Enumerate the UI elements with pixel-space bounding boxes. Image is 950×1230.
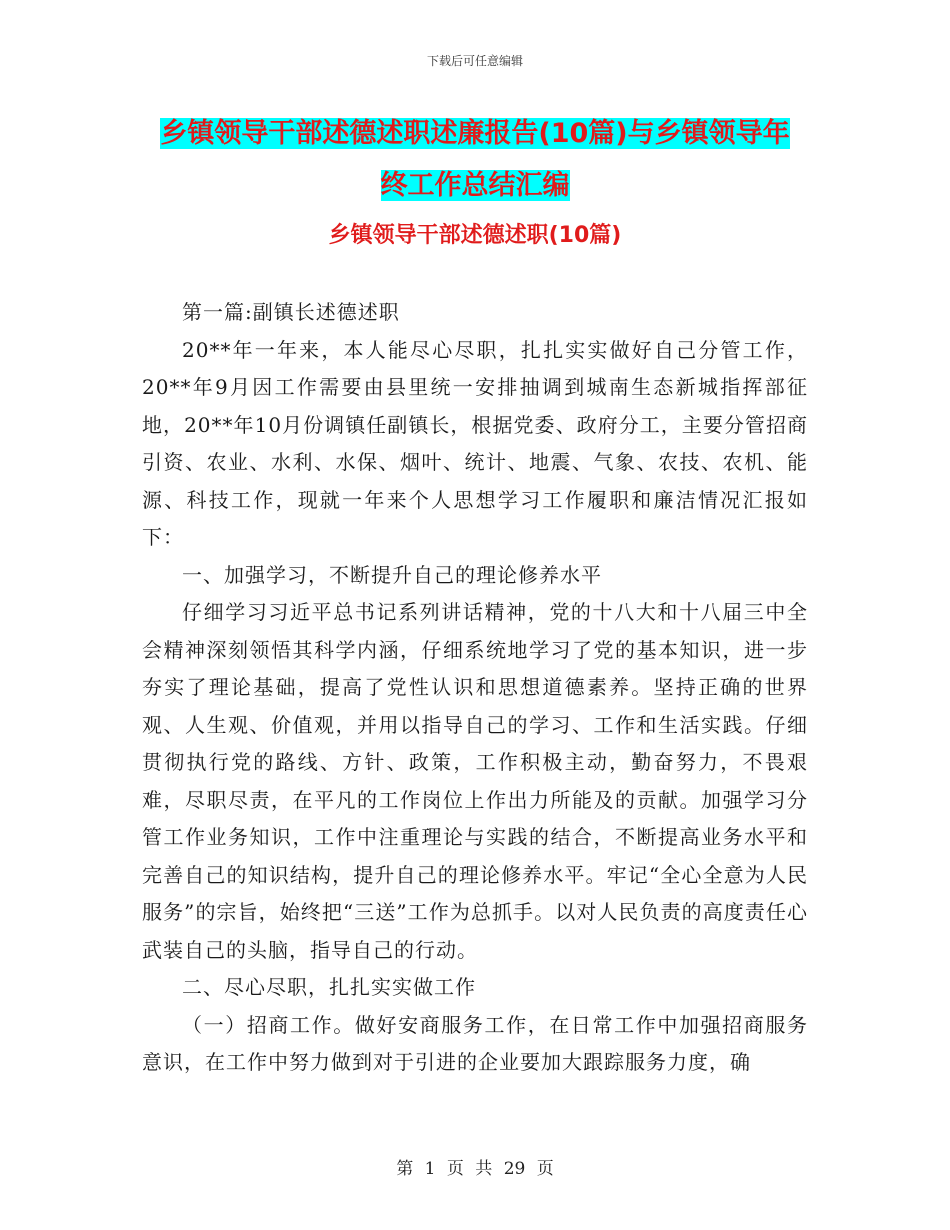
document-body: [142, 294, 808, 1082]
paragraph: 20**年一年来，本人能尽心尽职，扎扎实实做好自己分管工作，20**年9月因工作需要由县里统一安排抽调到城南生态新城指挥部征地，20**年10月份调镇任副镇长，根据党委、政府分工，主要分管招商引资、农业、水利、水保、烟叶、统计、地震、气象、农技、农机、能源、科技工作，现就一年来个人思想学习工作履职和廉洁情况汇报如下：: [142, 337, 808, 549]
page-header-note: 下载后可任意编辑: [426, 54, 523, 68]
document-title-line-2: 终工作总结汇编: [380, 170, 570, 201]
paragraph-heading: 二、尽心尽职，扎扎实实做工作: [182, 975, 476, 999]
paragraph-subtitle: 第一篇:副镇长述德述职: [182, 300, 400, 324]
document-title-line-1: 乡镇领导干部述德述职述廉报告(10篇)与乡镇领导年: [160, 118, 790, 149]
paragraph: （一）招商工作。做好安商服务工作，在日常工作中加强招商服务意识，在工作中努力做到对于引进的企业要加大跟踪服务力度，确: [142, 1012, 808, 1074]
paragraph: 仔细学习习近平总书记系列讲话精神，党的十八大和十八届三中全会精神深刻领悟其科学内涵，仔细系统地学习了党的基本知识，进一步夯实了理论基础，提高了党性认识和思想道德素养。坚持正确的世界观、人生观、价值观，并用以指导自己的学习、工作和生活实践。仔细贯彻执行党的路线、方针、政策，工作积极主动，勤奋努力，不畏艰难，尽职尽责，在平凡的工作岗位上作出力所能及的贡献。加强学习分管工作业务知识，工作中注重理论与实践的结合，不断提高业务水平和完善自己的知识结构，提升自己的理论修养水平。牢记“全心全意为人民服务”的宗旨，始终把“三送”工作为总抓手。以对人民负责的高度责任心武装自己的头脑，指导自己的行动。: [142, 600, 808, 962]
page-number: 第 1 页 共 29 页: [396, 1159, 554, 1179]
paragraph-heading: 一、加强学习，不断提升自己的理论修养水平: [182, 562, 602, 587]
section-title: 乡镇领导干部述德述职(10篇): [328, 223, 622, 248]
document-title: [100, 108, 850, 212]
